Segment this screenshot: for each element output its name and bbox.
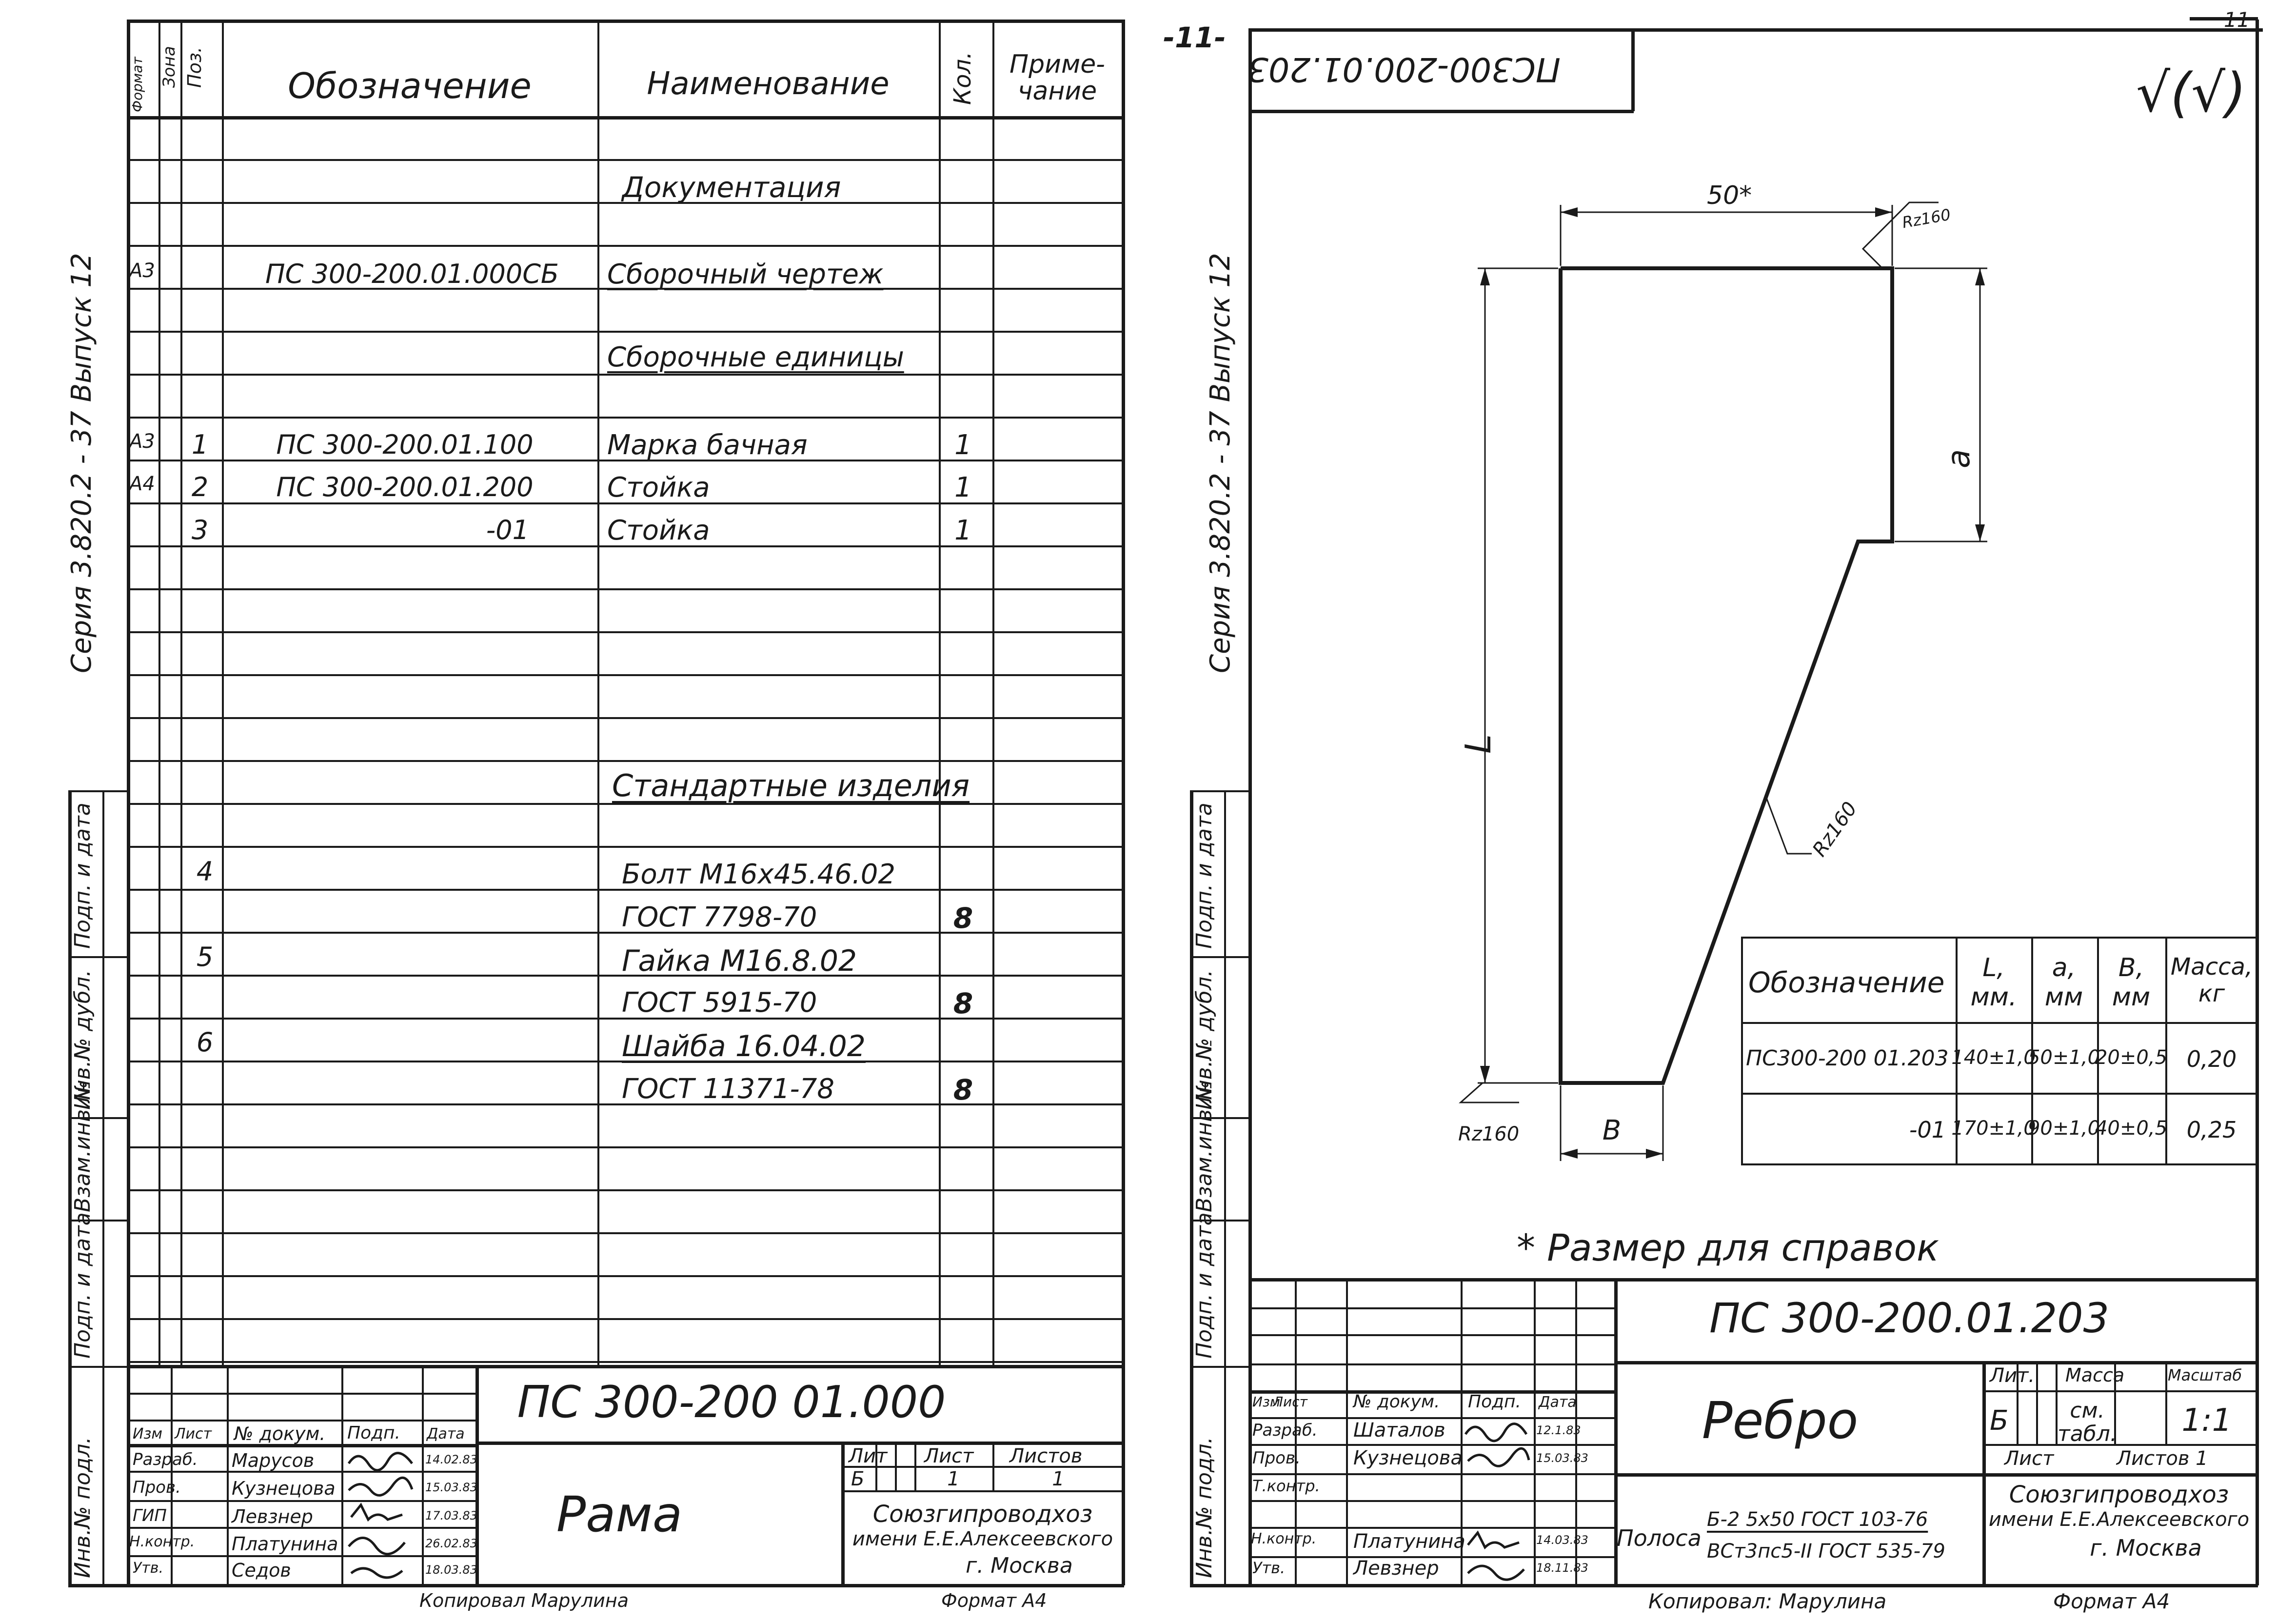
spec-header-qty: Кол.	[949, 51, 976, 105]
col-podp: Подп.	[1468, 1392, 1521, 1412]
spec-row-line	[127, 631, 1122, 633]
spec-row-line	[127, 417, 1122, 419]
variant-header-mass: Масса, кг	[2170, 953, 2253, 1008]
spec-row-line	[127, 717, 1122, 719]
spec-row-line	[127, 1361, 1122, 1363]
spec-row-name: ГОСТ 11371-78	[622, 1073, 834, 1105]
org-line-1: Союзгипроводхоз	[872, 1501, 1093, 1528]
variant-header-designation: Обозначение	[1748, 966, 1945, 999]
format-label: Формат А4	[2053, 1589, 2170, 1613]
col-podp: Подп.	[347, 1423, 400, 1443]
spec-row-designation: -01	[486, 515, 529, 545]
spec-row-line	[127, 331, 1122, 333]
material-bottom: ВСт3пс5-II ГОСТ 535-79	[1707, 1540, 1945, 1562]
spec-row-qty: 8	[953, 1073, 973, 1106]
spec-row-name: Стойка	[607, 515, 710, 546]
lit-label: Лит	[849, 1445, 888, 1467]
org-line-3: г. Москва	[2090, 1535, 2202, 1561]
reference-note: * Размер для справок	[1517, 1226, 1939, 1269]
sheets-label: Листов 1	[2117, 1447, 2208, 1470]
variant-cell: -01	[1909, 1117, 1946, 1143]
person-date: 26.02.83	[425, 1537, 477, 1550]
spec-header-pos: Поз.	[184, 46, 205, 88]
format-label: Формат А4	[941, 1590, 1047, 1611]
side-field-3: Взам.инв.№	[1192, 1080, 1217, 1212]
spec-row-line	[127, 846, 1122, 848]
part-drawing	[1453, 181, 2019, 1176]
spec-row-pos: 1	[191, 429, 209, 460]
mass-label: Масса	[2065, 1364, 2125, 1386]
person-name: Шаталов	[1353, 1419, 1445, 1442]
person-role: Утв.	[1252, 1559, 1286, 1577]
variant-cell: 90±1,0	[2027, 1117, 2100, 1140]
dim-right-label: a	[1941, 449, 1977, 468]
mirrored-stamp: ПС300-200.01.203	[1247, 50, 1561, 88]
spec-row-format: А3	[129, 430, 155, 453]
col-list: Лист	[1273, 1394, 1307, 1410]
variant-cell: 0,20	[2186, 1046, 2237, 1072]
person-name: Кузнецова	[232, 1478, 336, 1499]
spec-row-qty: 1	[954, 472, 972, 503]
variant-header-L: L, мм.	[1970, 953, 2017, 1012]
spec-row-line	[127, 588, 1122, 590]
person-role: Разраб.	[1252, 1421, 1318, 1440]
spec-header-zone: Зона	[159, 46, 179, 88]
side-field-2: Инв.№ дубл.	[70, 969, 95, 1110]
variant-cell: 20±0,5	[2095, 1046, 2168, 1069]
scale-value: 1:1	[2181, 1402, 2232, 1439]
rz-top: Rz160	[1900, 205, 1952, 232]
org-line-2: имени Е.Е.Алексеевского	[852, 1528, 1113, 1550]
rz-slope: Rz160	[1808, 798, 1862, 861]
mass-value: см. табл.	[2058, 1398, 2117, 1447]
person-role: Н.контр.	[1251, 1530, 1317, 1547]
spec-row-name: Сборочные единицы	[607, 341, 904, 373]
person-date: 15.03.83	[1536, 1451, 1588, 1465]
spec-row-qty: 1	[954, 429, 972, 461]
person-date: 12.1.83	[1536, 1423, 1581, 1437]
person-name: Кузнецова	[1353, 1447, 1463, 1469]
variant-header-B: B, мм	[2112, 953, 2151, 1012]
spec-row-format: А3	[129, 260, 155, 282]
material-label: Полоса	[1617, 1525, 1702, 1551]
doc-number: ПС 300-200.01.203	[1709, 1294, 2110, 1342]
spec-row-line	[127, 159, 1122, 161]
variant-cell: 0,25	[2186, 1117, 2237, 1143]
spec-row-name: ГОСТ 7798-70	[622, 901, 817, 933]
rz-bottom: Rz160	[1458, 1123, 1520, 1145]
lit-value: Б	[1990, 1405, 2009, 1437]
spec-row-name: ГОСТ 5915-70	[622, 987, 817, 1019]
person-role: Н.контр.	[129, 1533, 195, 1550]
spec-row-pos: 6	[196, 1027, 214, 1058]
person-date: 14.02.83	[425, 1453, 477, 1466]
spec-row-designation: ПС 300-200.01.100	[276, 429, 534, 460]
spec-row-name: Стандартные изделия	[612, 768, 970, 803]
copied-by: Копировал Марулина	[419, 1590, 629, 1611]
spec-header-designation: Обозначение	[288, 65, 532, 106]
spec-header-note: Приме- чание	[1009, 50, 1105, 106]
person-name: Седов	[232, 1560, 291, 1581]
dim-left-label: L	[1458, 734, 1499, 754]
person-date: 17.03.83	[425, 1509, 477, 1522]
variant-cell: 50±1,0	[2027, 1046, 2100, 1069]
person-name: Левзнер	[232, 1506, 313, 1527]
scale-label: Масштаб	[2168, 1366, 2242, 1384]
spec-row-name: Болт М16х45.46.02	[622, 859, 895, 890]
spec-row-line	[127, 1318, 1122, 1320]
spec-row-pos: 3	[191, 515, 209, 545]
spec-row-qty: 1	[954, 515, 972, 546]
spec-row-pos: 5	[196, 941, 214, 972]
signatures	[341, 1444, 424, 1585]
side-field-4: Подп. и дата	[1192, 1212, 1217, 1359]
person-role: Утв.	[133, 1560, 163, 1577]
variant-header-a: a, мм	[2044, 953, 2083, 1012]
side-field-2: Инв.№ дубл.	[1192, 969, 1217, 1110]
dim-bottom-label: B	[1602, 1115, 1622, 1146]
spec-row-line	[127, 674, 1122, 676]
material-top: Б-2 5х50 ГОСТ 103-76	[1707, 1508, 1928, 1531]
sheet-value: 1	[947, 1468, 960, 1490]
part-outline	[1561, 268, 1892, 1083]
col-ndoc: № докум.	[234, 1423, 326, 1444]
spec-row-pos: 4	[196, 856, 214, 887]
spec-row-line	[127, 1146, 1122, 1148]
spec-row-qty: 8	[953, 987, 973, 1020]
person-role: Т.контр.	[1252, 1477, 1320, 1495]
person-date: 18.03.83	[425, 1563, 477, 1577]
col-izm: Изм	[1252, 1394, 1280, 1410]
variant-cell: 140±1,0	[1951, 1046, 2036, 1069]
side-field-3: Взам.инв.№	[70, 1080, 95, 1212]
spec-row-name: Сборочный чертеж	[607, 259, 884, 290]
person-date: 18.11.83	[1536, 1561, 1588, 1575]
person-name: Платунина	[1353, 1530, 1465, 1553]
col-date: Дата	[427, 1425, 465, 1442]
spec-row-line	[127, 760, 1122, 762]
copied-by: Копировал: Марулина	[1648, 1589, 1887, 1613]
sheets-value: 1	[1052, 1468, 1065, 1490]
col-ndoc: № докум.	[1353, 1392, 1440, 1412]
side-field-1: Подп. и дата	[70, 802, 95, 949]
col-date: Дата	[1539, 1394, 1577, 1411]
series-label: Серия 3.820.2 - 37 Выпуск 12	[66, 253, 98, 673]
doc-title: Ребро	[1702, 1391, 1859, 1450]
dim-top-label: 50*	[1707, 181, 1752, 210]
side-field-5: Инв.№ подл.	[70, 1437, 95, 1578]
corner-mark: 11	[2224, 8, 2250, 32]
spec-row-line	[127, 1275, 1122, 1277]
person-name: Марусов	[232, 1450, 315, 1471]
spec-row-name: Гайка М16.8.02	[622, 944, 857, 978]
person-name: Платунина	[232, 1533, 338, 1555]
spec-row-format: А4	[129, 473, 155, 495]
signatures	[1461, 1417, 1534, 1585]
series-label: Серия 3.820.2 - 37 Выпуск 12	[1205, 253, 1236, 673]
org-line-3: г. Москва	[966, 1553, 1073, 1578]
variant-cell: 170±1,0	[1951, 1117, 2036, 1140]
spec-row-designation: ПС 300-200.01.200	[276, 472, 534, 502]
spec-row-line	[127, 374, 1122, 376]
spec-row-line	[127, 245, 1122, 247]
spec-row-name: Шайба 16.04.02	[622, 1029, 866, 1063]
spec-row-name: Марка бачная	[607, 429, 808, 461]
col-izm: Изм	[133, 1425, 163, 1442]
spec-header-name: Наименование	[647, 66, 890, 102]
page-number: -11-	[1163, 21, 1226, 54]
sheets-label: Листов	[1009, 1445, 1083, 1467]
person-role: Пров.	[133, 1478, 181, 1497]
person-date: 14.03.83	[1536, 1533, 1588, 1547]
person-name: Левзнер	[1353, 1557, 1439, 1580]
sheet-label: Лист	[2004, 1447, 2054, 1470]
person-role: Пров.	[1252, 1448, 1301, 1468]
sheet-label: Лист	[924, 1445, 974, 1467]
side-field-1: Подп. и дата	[1192, 802, 1217, 949]
variant-cell: 40±0,5	[2095, 1117, 2168, 1140]
org-line-2: имени Е.Е.Алексеевского	[1988, 1508, 2250, 1531]
person-role: ГИП	[133, 1506, 167, 1525]
lit-label: Лит.	[1990, 1364, 2035, 1387]
doc-number: ПС 300-200 01.000	[517, 1377, 946, 1428]
person-date: 15.03.83	[425, 1481, 477, 1494]
variant-cell: ПС300-200 01.203	[1746, 1046, 1949, 1071]
spec-row-pos: 2	[191, 472, 209, 502]
person-role: Разраб.	[133, 1450, 198, 1469]
spec-row-designation: ПС 300-200.01.000СБ	[265, 259, 559, 289]
spec-header-format: Формат	[129, 57, 145, 112]
lit-value: Б	[851, 1468, 865, 1490]
spec-row-name: Документация	[622, 171, 841, 204]
roughness-symbol: √(√)	[2136, 61, 2247, 124]
spec-row-line	[127, 1232, 1122, 1234]
side-field-5: Инв.№ подл.	[1192, 1437, 1217, 1578]
spec-row-line	[127, 1189, 1122, 1191]
col-list: Лист	[175, 1425, 212, 1442]
doc-title: Рама	[556, 1486, 683, 1543]
org-line-1: Союзгипроводхоз	[2009, 1481, 2229, 1508]
spec-row-name: Стойка	[607, 472, 710, 503]
side-field-4: Подп. и дата	[70, 1212, 95, 1359]
spec-row-qty: 8	[953, 901, 973, 935]
